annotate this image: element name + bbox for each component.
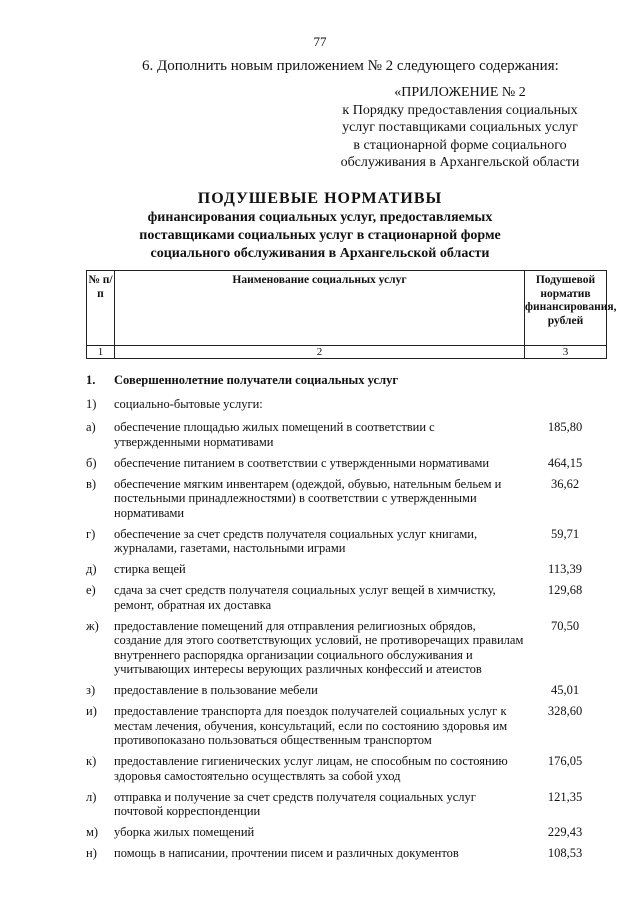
service-value: 121,35	[547, 789, 583, 804]
table-row	[86, 583, 606, 612]
appendix-line: услуг поставщиками социальных услуг	[342, 120, 578, 135]
row-number: и)	[86, 704, 97, 718]
row-number: г)	[86, 526, 96, 541]
table-row	[86, 527, 606, 556]
group-name: социально-бытовые услуги:	[114, 396, 263, 411]
row-number: в)	[86, 476, 97, 491]
table-row	[86, 846, 606, 861]
service-name: предоставление в пользование мебели	[114, 683, 318, 697]
service-value: 36,62	[550, 476, 580, 491]
row-number: м)	[86, 825, 99, 839]
appendix-block	[320, 84, 600, 172]
service-name: обеспечение мягким инвентарем (одеждой, обувью, нательным бельем и постельными принадлежностями) в соответствии с утвержденными нормативами	[114, 476, 502, 520]
service-name: предоставление помещений для отправления религиозных обрядов, создание для этого соответствующих условий, не противоречащих правилам внутреннего распорядка организации социального обслуживания и учитывающих интересы верующих различных конфессий и атеистов	[114, 618, 524, 676]
column-number-2: 2	[115, 346, 525, 359]
section-row	[86, 373, 606, 388]
table-row	[86, 683, 606, 698]
column-header-number: № п/п	[87, 271, 115, 346]
section-value	[524, 373, 606, 388]
service-value: 176,05	[547, 754, 583, 768]
table-row	[86, 790, 606, 819]
row-number: л)	[86, 789, 97, 804]
column-number-3: 3	[525, 346, 607, 359]
column-header-value: Подушевой норматив финансирования, рублей	[525, 271, 607, 346]
service-value: 185,80	[547, 420, 583, 434]
service-name: обеспечение площадью жилых помещений в соответствии с утвержденными нормативами	[114, 420, 435, 449]
row-number: е)	[86, 583, 96, 597]
subheading-line: финансирования социальных услуг, предоставляемых	[147, 210, 493, 225]
appendix-line: в стационарной форме социального	[353, 137, 567, 153]
service-name: предоставление гигиенических услуг лицам, не способным по состоянию здоровья самостоятельно осуществлять за собой уход	[114, 754, 508, 783]
table-row	[86, 456, 606, 471]
service-name: сдача за счет средств получателя социальных услуг вещей в химчистку, ремонт, обратная их доставка	[114, 583, 496, 612]
service-rows	[86, 420, 606, 861]
row-number: ж)	[86, 618, 99, 633]
column-number-1: 1	[87, 346, 115, 359]
service-name: отправка и получение за счет средств получателя социальных услуг почтовой корреспонденции	[114, 789, 476, 818]
service-value: 108,53	[547, 846, 583, 860]
service-name: уборка жилых помещений	[114, 825, 255, 839]
service-value: 113,39	[548, 562, 582, 576]
document-heading: ПОДУШЕВЫЕ НОРМАТИВЫ	[197, 190, 443, 207]
document-subheading	[100, 209, 540, 263]
table-row	[86, 619, 606, 677]
table-body	[86, 373, 606, 867]
row-number: н)	[86, 846, 97, 860]
appendix-line: обслуживания в Архангельской области	[340, 155, 580, 170]
service-name: обеспечение питанием в соответствии с утвержденными нормативами	[114, 455, 490, 470]
subheading-line: социального обслуживания в Архангельской области	[150, 246, 490, 261]
service-name: помощь в написании, прочтении писем и различных документов	[114, 846, 459, 860]
appendix-line: «ПРИЛОЖЕНИЕ № 2	[394, 85, 526, 100]
service-value: 59,71	[550, 526, 580, 541]
table-header	[86, 270, 617, 359]
table-row	[86, 825, 606, 840]
group-value	[524, 397, 606, 412]
service-name: стирка вещей	[114, 562, 186, 576]
subheading-line: поставщиками социальных услуг в стационарной форме	[139, 228, 501, 243]
table-row	[86, 562, 606, 577]
service-name: предоставление транспорта для поездок получателей социальных услуг к местам лечения, обучения, консультаций, если по состоянию здоровья им противопоказано пользоваться общественным транспортом	[114, 704, 508, 747]
service-value: 70,50	[550, 618, 580, 633]
service-value: 328,60	[547, 704, 583, 718]
table-row	[86, 704, 606, 748]
intro-text: 6. Дополнить новым приложением № 2 следующего содержания:	[142, 58, 559, 74]
service-value: 45,01	[550, 683, 580, 697]
column-header-name: Наименование социальных услуг	[115, 271, 525, 346]
row-number: д)	[86, 562, 97, 576]
group-row	[86, 397, 606, 412]
appendix-line: к Порядку предоставления социальных	[342, 102, 578, 118]
service-value: 229,43	[547, 825, 583, 839]
row-number: б)	[86, 455, 97, 470]
page-number: 77	[313, 34, 327, 49]
service-value: 464,15	[547, 455, 583, 470]
row-number: з)	[86, 683, 96, 697]
row-number: а)	[86, 420, 96, 434]
table-row	[86, 420, 606, 449]
table-row	[86, 754, 606, 783]
service-name: обеспечение за счет средств получателя социальных услуг книгами, журналами, газетами, настольными играми	[114, 526, 478, 555]
section-number: 1.	[86, 373, 96, 387]
group-number: 1)	[86, 396, 97, 411]
table-row	[86, 477, 606, 521]
row-number: к)	[86, 754, 97, 768]
section-name: Совершеннолетние получатели социальных услуг	[114, 373, 399, 387]
service-value: 129,68	[547, 583, 583, 597]
